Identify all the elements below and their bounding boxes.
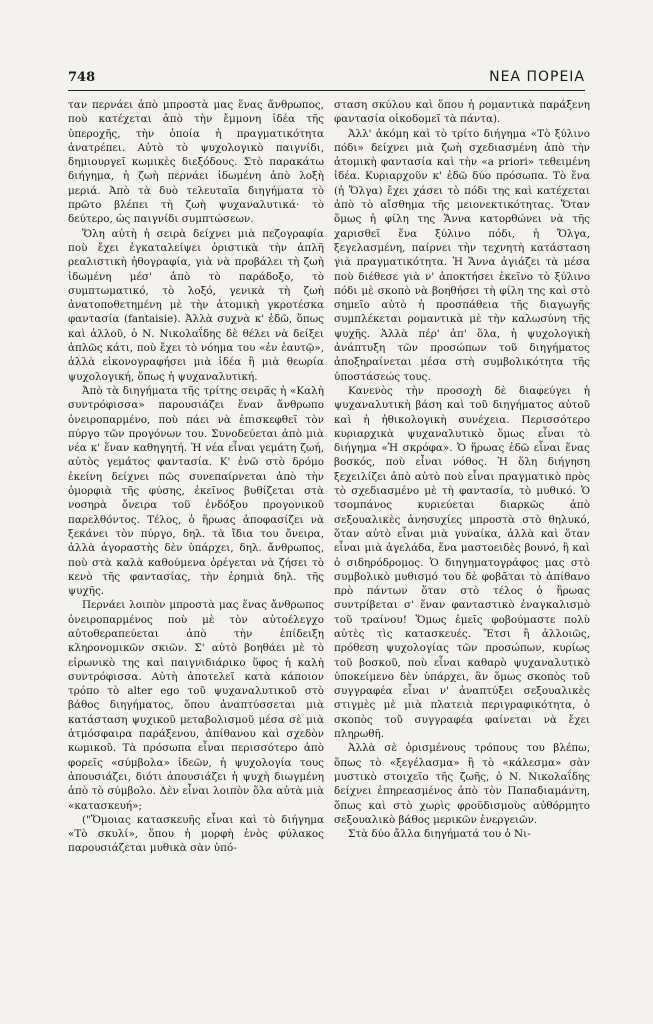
journal-title: ΝΕΑ ΠΟΡΕΙΑ (489, 69, 585, 85)
paragraph: σταση σκύλου καὶ ὅπου ἡ ρομαντικὰ παράξενη φαντασία οἰκοδομεῖ τὰ πάντα). (334, 99, 590, 126)
right-column (334, 98, 590, 841)
running-header (68, 64, 585, 91)
paragraph: Ἀπὸ τὰ διηγήματα τῆς τρίτης σειρᾶς ἡ «Καλὴ συντρόφισσα» παρουσιάζει ἕναν ἄνθρωπο ὀνειροπαρμένο, ποὺ πάει νὰ ἐπισκεφθεῖ τὸν πύργο τῶν προγόνων του. Συνοδεύεται ἀπὸ μιὰ νέα κ' ἕναν καθηγητή. Ἡ νέα εἶναι γεμάτη ζωή, αὐτὸς γεμάτος φαντασία. Κ' ἐνῶ στὸ δρόμο ἐκείνη δείχνει πῶς συνεπαίρνεται ἀπὸ τὴν ὀμορφιὰ τῆς φύσης, ἐκεῖνος βυθίζεται στὰ νοσηρὰ ὄνειρα τοῦ ἐνδόξου προγονικοῦ παρελθόντος. Τέλος, ὁ ἥρωας ἀποφασίζει νὰ ξεκάνει τὸν πύργο, δηλ. τὰ ἴδια του ὄνειρα, ἀλλὰ ἀγοραστὴς δὲν ὑπάρχει, δηλ. ἄνθρωπος, ποὺ στὰ καλὰ καθούμενα ὀρέγεται νὰ ζήσει τὸ κενὸ τῆς φαντασίας, τὴν ἐρημιὰ δηλ. τῆς ψυχῆς. (68, 384, 324, 598)
paragraph: Ἀλλὰ σὲ ὁρισμένους τρόπους του βλέπω, ὅπως τὸ «ξεγέλασμα» ἢ τὸ «κάλεσμα» σὰν μυστικὸ στοιχεῖο τῆς ζωῆς, ὁ Ν. Νικολαΐδης δείχνει ἐπηρεασμένος ἀπὸ τὸν Παπαδιαμάντη, ὅπως καὶ στὸ χωρὶς φροϋδισμοὺς αὐθόρμητο σεξουαλικὸ βάθος μερικῶν ἐνεργειῶν. (334, 742, 590, 826)
paragraph: Ὅλη αὐτὴ ἡ σειρὰ δείχνει μιὰ πεζογραφία ποὺ ἔχει ἐγκαταλείψει ὁριστικὰ τὴν ἁπλῆ ρεαλιστικὴ ἠθογραφία, γιὰ νὰ προβάλει τὴ ζωὴ ἰδωμένη μέσ' ἀπὸ τὸ παράδοξο, τὸ συμπτωματικό, τὸ λοξό, γενικὰ τὴ ζωὴ ἀνατοποθετημένη μὲ τὴν ἀτομικὴ γκροτέσκα φαντασία (fantaisie). Ἀλλὰ συχνὰ κ' ἐδῶ, ὅπως καὶ ἀλλοῦ, ὁ Ν. Νικολαΐδης δὲ θέλει νὰ δείξει ἁπλῶς κάτι, ποὺ ἔχει τὸ νόημα του «ἐν ἑαυτῷ», ἀλλὰ εἰκονογραφήσει μιὰ ἰδέα ἢ μιὰ θεωρία ψυχολογική, ὅπως ἡ ψυχαναλυτική. (68, 227, 324, 383)
page-number: 748 (68, 70, 96, 85)
paragraph: ("Ὅμοιας κατασκευῆς εἶναι καὶ τὸ διήγημα «Τὸ σκυλί», ὅπου ἡ μορφὴ ἑνὸς φύλακος παρουσιάζεται μυθικὰ σὰν ὑπό- (68, 813, 324, 855)
paragraph: Στὰ δύο ἄλλα διηγήματά του ὁ Νι- (348, 828, 531, 841)
paragraph: Κανενὸς τὴν προσοχὴ δὲ διαφεύγει ἡ ψυχαναλυτικὴ βάση καὶ τοῦ διηγήματος αὐτοῦ καὶ ἡ ἠθικολογικὴ συνέχεια. Περισσότερο κυριαρχικὰ ψυχαναλυτικὸ ὅμως εἶναι τὸ διήγημα «Ἡ σκρόφα». Ὁ ἥρωας ἐδῶ εἶναι ἕνας βοσκός, ποὺ εἶναι νόθος. Ἡ ὅλη διήγηση ξεχειλίζει ἀπὸ αὐτὸ ποὺ εἶναι πραγματικὸ πρὸς τὸ σχεδιασμένο μὲ τὴ φαντασία, τὸ μυθικό. Ὁ τσομπάνος κυριεύεται διαρκῶς ἀπὸ σεξουαλικὲς ἀνησυχίες μπροστὰ στὸ θηλυκό, ὅταν αὐτὸ εἶναι μιὰ γυναίκα, ἀλλὰ καὶ ὅταν εἶναι μιὰ ἀγελάδα, ἕνα μαστοειδὲς βουνό, ἢ καὶ ὁ σιδηρόδρομος. Ὁ διηγηματογράφος μας στὸ συμβολικὸ μυθισμό του δὲ φοβᾶται τὸ ἀπίθανο πρὸ πάντων ὅταν στὸ τέλος ὁ ἥρωας συντρίβεται σ' ἕναν φανταστικὸ ἐναγκαλισμὸ τοῦ τραίνου! Ὅμως ἐμεῖς φοβούμαστε πολὺ αὐτὲς τὶς κατασκευές. Ἔτσι ἢ ἀλλοιῶς, πρόθεση ψυχολογίας τῶν προσώπων, κυρίως τοῦ βοσκοῦ, ποὺ εἶναι καθαρὸ ψυχαναλυτικὸ ὑποκείμενο δὲν ὑπάρχει, ἂν ὅμως σκοπὸς τοῦ συγγραφέα εἶναι ν' ἀναπτύξει σεξουαλικὲς στιγμὲς μὲ μιὰ πλατειὰ περιγραφικότητα, ὁ σκοπὸς τοῦ συγγραφέα φαίνεται νὰ ἔχει πληρωθῆ. (334, 384, 590, 741)
paragraph: Ἀλλ' ἀκόμη καὶ τὸ τρίτο διήγημα «Τὸ ξύλινο πόδι» δείχνει μιὰ ζωὴ σχεδιασμένη ἀπὸ τὴν ἀτομικὴ φαντασία καὶ τὴν «a priori» τεθειμένη ἰδέα. Κυριαρχοῦν κ' ἐδῶ δύο πρόσωπα. Τὸ ἕνα (ἡ Ὄλγα) ἔχει χάσει τὸ πόδι της καὶ κατέχεται ἀπὸ τὸ αἴσθημα τῆς μειονεκτικότητας. Ὅταν ὅμως ἡ φίλη της Ἄννα κατορθώνει νὰ τῆς χαρισθεῖ ἕνα ξύλινο πόδι, ἡ Ὄλγα, ξεγελασμένη, παίρνει τὴν τεχνητὴ κατάσταση γιὰ πραγματικότητα. Ἡ Ἄννα ἀγιάζει τὰ μέσα ποὺ διέθεσε γιὰ ν' ἀποκτήσει ἐκεῖνο τὸ ξύλινο πόδι μὲ σκοπὸ νὰ βοηθήσει τὴ φίλη της καὶ στὸ σημεῖο αὐτὸ ἡ προσπάθεια τῆς διαγωγῆς συμπλέκεται ρομαντικὰ μὲ τὴν καλωσύνη τῆς ψυχῆς. Ἀλλὰ πέρ' ἀπ' ὅλα, ἡ ψυχολογικὴ ἀνάπτυξη τῶν προσώπων τοῦ διηγήματος ἀποξηραίνεται μέσα στὴ συμβολικότητα τῆς ὑποστάσεώς τους. (334, 127, 590, 383)
paragraph: Περνάει λοιπὸν μπροστὰ μας ἕνας ἄνθρωπος ὀνειροπαρμένος ποὺ μὲ τὸν αὐτοέλεγχο αὐτοθεραπεύεται ἀπὸ τὴν ἐπίδειξη κληρονομικῶν σκιῶν. Σ' αὐτὸ βοηθάει μὲ τὸ εἰρωνικὸ της καὶ παιγνιδιάρικο ὕφος ἡ καλὴ συντρόφισσα. Αὐτὴ ἀποτελεῖ κατὰ κάποιον τρόπο τὸ alter ego τοῦ ψυχαναλυτικοῦ στὸ βάθος διηγήματος, ὅπου ἀναπτύσσεται μιὰ κατάσταση ψυχικοῦ μεταβολισμοῦ μέσα σὲ μιὰ ἀτμόσφαιρα παράξενου, ἀπίθανου καὶ σχεδὸν κωμικοῦ. Τὰ πρόσωπα εἶναι περισσότερο ἀπὸ φορεῖς «σύμβολα» ἰδεῶν, ἡ ψυχολογία τους ἀπουσιάζει, διότι ἀπουσιάζει ἡ ψυχὴ διωγμένη ἀπὸ τὸ σύμβολο. Δὲν εἶναι λοιπὸν ὅλα αὐτὰ μιὰ «κατασκευή»; (68, 599, 324, 812)
left-column (68, 98, 324, 856)
paragraph: ταν περνάει ἀπὸ μπροστὰ μας ἕνας ἄνθρωπος, ποὺ κατέχεται ἀπὸ τὴν ἔμμονη ἰδέα τῆς ὑπεροχῆς, τὴν ὁποία ἡ πραγματικότητα ἀνατρέπει. Αὐτὸ τὸ ψυχολογικὸ παιγνίδι, δημιουργεῖ κωμικὲς διεξόδους. Στὸ παρακάτω διήγημα, ἡ ζωὴ περνάει ἰδωμένη ἀπὸ λοξὴ μεριά. Ἀπὸ τὰ δυὸ τελευταῖα διηγήματα τὸ πρῶτο βλέπει τὴ ζωὴ ψυχαναλυτικά· τὸ δεύτερο, ὡς παιγνίδι συμπτώσεων. (68, 99, 324, 226)
